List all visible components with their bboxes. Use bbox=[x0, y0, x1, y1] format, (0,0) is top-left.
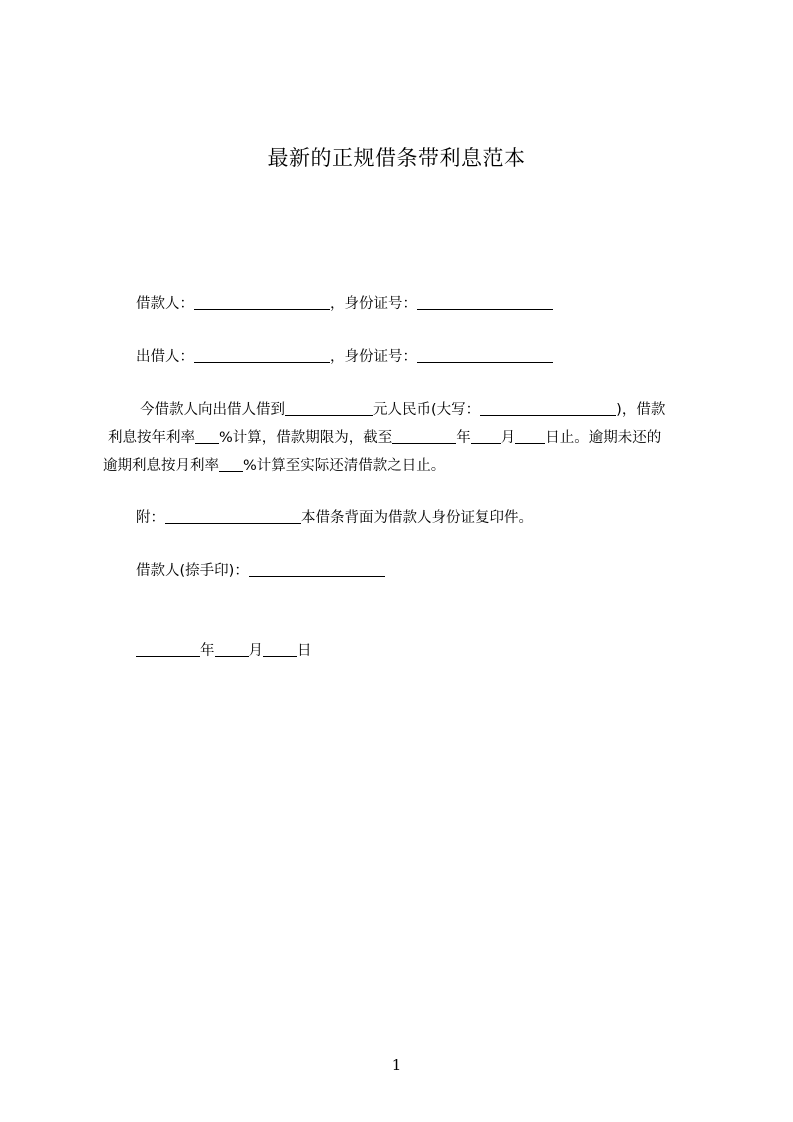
body-text: %计算，借款期限为，截至 bbox=[219, 430, 393, 446]
borrower-id-label: 身份证号： bbox=[344, 296, 417, 312]
body-line-3 bbox=[103, 454, 445, 475]
annual-rate-blank bbox=[195, 429, 219, 444]
body-text: 逾期利息按月利率 bbox=[103, 458, 219, 474]
body-text: (大写： bbox=[431, 402, 481, 418]
attachment-blank bbox=[165, 509, 301, 524]
body-text: 日止。逾期未还的 bbox=[545, 430, 662, 446]
monthly-rate-blank bbox=[219, 457, 243, 472]
attachment-line bbox=[136, 506, 533, 527]
sign-day-blank bbox=[263, 642, 297, 657]
page-number: 1 bbox=[391, 1056, 402, 1074]
body-text: 年 bbox=[456, 430, 471, 446]
attachment-text: 本借条背面为借款人身份证复印件。 bbox=[301, 510, 533, 526]
lender-comma: ， bbox=[330, 349, 345, 365]
amount-uppercase-blank bbox=[480, 401, 616, 416]
signature-line bbox=[136, 559, 385, 580]
borrower-id-blank bbox=[417, 295, 553, 310]
borrower-name-blank bbox=[194, 295, 330, 310]
sign-year-blank bbox=[136, 642, 200, 657]
lender-id-blank bbox=[417, 348, 553, 363]
lender-line bbox=[136, 345, 553, 366]
due-month-blank bbox=[471, 429, 501, 444]
attachment-label: 附： bbox=[136, 510, 165, 526]
borrower-line bbox=[136, 292, 553, 313]
lender-label: 出借人： bbox=[136, 349, 194, 365]
amount-blank bbox=[285, 401, 373, 416]
body-text: 元人民币 bbox=[373, 402, 431, 418]
body-text: )，借款 bbox=[616, 402, 666, 418]
signature-label: 借款人(捺手印)： bbox=[136, 563, 249, 579]
date-line bbox=[136, 639, 312, 660]
date-year-label: 年 bbox=[200, 643, 215, 659]
due-day-blank bbox=[515, 429, 545, 444]
body-text: 利息按年利率 bbox=[108, 430, 195, 446]
date-month-label: 月 bbox=[248, 643, 263, 659]
date-day-label: 日 bbox=[297, 643, 312, 659]
signature-blank bbox=[249, 562, 385, 577]
body-text: %计算至实际还清借款之日止。 bbox=[243, 458, 446, 474]
body-text: 月 bbox=[500, 430, 516, 446]
body-line-2 bbox=[108, 426, 661, 447]
due-year-blank bbox=[392, 429, 456, 444]
body-line-1 bbox=[140, 398, 665, 419]
borrower-label: 借款人： bbox=[136, 296, 194, 312]
body-text: 今借款人向出借人借到 bbox=[140, 402, 285, 418]
borrower-comma: ， bbox=[330, 296, 345, 312]
lender-name-blank bbox=[194, 348, 330, 363]
document-title: 最新的正规借条带利息范本 bbox=[267, 146, 526, 170]
lender-id-label: 身份证号： bbox=[344, 349, 417, 365]
sign-month-blank bbox=[215, 642, 249, 657]
